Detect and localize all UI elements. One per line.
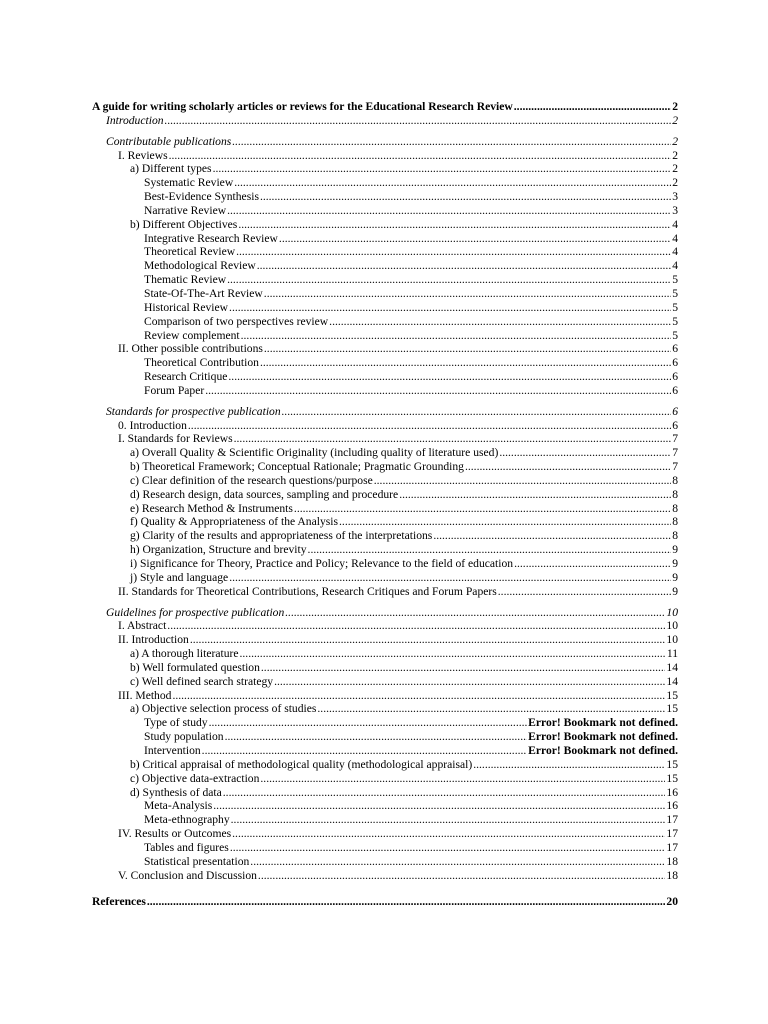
toc-entry[interactable] bbox=[92, 204, 678, 218]
dot-leader bbox=[514, 557, 671, 571]
toc-entry[interactable] bbox=[92, 543, 678, 557]
toc-entry-title: c) Well defined search strategy bbox=[130, 674, 274, 688]
toc-entry[interactable] bbox=[92, 218, 678, 232]
toc-entry[interactable] bbox=[92, 502, 678, 516]
toc-entry-page-number: 2 bbox=[672, 113, 678, 127]
toc-entry[interactable] bbox=[92, 786, 678, 800]
toc-entry-title: I. Abstract bbox=[118, 619, 167, 633]
dot-leader bbox=[225, 730, 528, 744]
dot-leader bbox=[240, 647, 666, 661]
toc-entry-title: References bbox=[92, 895, 146, 909]
dot-leader bbox=[147, 895, 666, 909]
toc-entry-page-number: 15 bbox=[666, 702, 678, 716]
dot-leader bbox=[399, 488, 671, 502]
toc-entry-title: d) Research design, data sources, sampling and procedure bbox=[130, 487, 399, 501]
toc-entry-title: Theoretical Contribution bbox=[144, 356, 259, 370]
dot-leader bbox=[234, 432, 672, 446]
toc-entry-title: Contributable publications bbox=[106, 134, 232, 148]
toc-entry[interactable] bbox=[92, 606, 678, 620]
toc-entry-title: V. Conclusion and Discussion bbox=[118, 868, 257, 882]
toc-entry[interactable] bbox=[92, 370, 678, 384]
toc-entry-title: II. Standards for Theoretical Contributions, Research Critiques and Forum Papers bbox=[118, 584, 497, 598]
toc-entry[interactable] bbox=[92, 329, 678, 343]
toc-entry-page-number: Error! Bookmark not defined. bbox=[528, 716, 678, 730]
toc-entry-title: Thematic Review bbox=[144, 273, 227, 287]
dot-leader bbox=[433, 529, 671, 543]
toc-entry[interactable] bbox=[92, 384, 678, 398]
toc-entry-page-number: 17 bbox=[666, 840, 678, 854]
toc-entry-title: Meta-ethnography bbox=[144, 813, 230, 827]
toc-entry[interactable] bbox=[92, 633, 678, 647]
dot-leader bbox=[213, 162, 672, 176]
toc-entry-page-number: 2 bbox=[672, 162, 678, 176]
toc-entry-title: II. Other possible contributions bbox=[118, 342, 263, 356]
toc-entry[interactable] bbox=[92, 259, 678, 273]
toc-entry-page-number: 6 bbox=[672, 370, 678, 384]
dot-leader bbox=[317, 702, 665, 716]
toc-entry-page-number: 10 bbox=[666, 619, 678, 633]
toc-entry-title: Introduction bbox=[106, 113, 164, 127]
toc-entry-title: Type of study bbox=[144, 716, 208, 730]
toc-entry-page-number: 18 bbox=[666, 868, 678, 882]
toc-entry[interactable] bbox=[92, 232, 678, 246]
toc-entry[interactable] bbox=[92, 529, 678, 543]
toc-entry-title: j) Style and language bbox=[130, 570, 229, 584]
toc-entry-page-number: 6 bbox=[672, 342, 678, 356]
toc-entry-page-number: 3 bbox=[672, 190, 678, 204]
toc-entry-page-number: 10 bbox=[666, 605, 678, 619]
toc-entry-page-number: 6 bbox=[672, 404, 678, 418]
toc-entry-page-number: 5 bbox=[672, 328, 678, 342]
toc-entry-title: Narrative Review bbox=[144, 203, 227, 217]
toc-entry[interactable] bbox=[92, 716, 678, 730]
toc-entry-page-number: 4 bbox=[672, 259, 678, 273]
toc-entry-title: a) Overall Quality & Scientific Originality (including quality of literature used) bbox=[130, 446, 499, 460]
toc-entry-page-number: 7 bbox=[672, 446, 678, 460]
toc-entry-title: d) Synthesis of data bbox=[130, 785, 222, 799]
toc-entry[interactable] bbox=[92, 162, 678, 176]
toc-entry-page-number: Error! Bookmark not defined. bbox=[528, 730, 678, 744]
toc-entry-title: b) Different Objectives bbox=[130, 217, 238, 231]
toc-entry[interactable] bbox=[92, 419, 678, 433]
toc-entry-title: I. Reviews bbox=[118, 148, 168, 162]
dot-leader bbox=[229, 571, 671, 585]
dot-leader bbox=[172, 689, 665, 703]
dot-leader bbox=[279, 232, 671, 246]
toc-entry-title: Statistical presentation bbox=[144, 854, 250, 868]
toc-entry-page-number: 3 bbox=[672, 203, 678, 217]
toc-entry-page-number: 9 bbox=[672, 570, 678, 584]
toc-entry-title: Forum Paper bbox=[144, 383, 205, 397]
toc-entry-page-number: 7 bbox=[672, 460, 678, 474]
dot-leader bbox=[230, 841, 666, 855]
toc-entry[interactable] bbox=[92, 619, 678, 633]
toc-entry-page-number: 15 bbox=[666, 757, 678, 771]
dot-leader bbox=[241, 329, 672, 343]
toc-entry[interactable] bbox=[92, 772, 678, 786]
dot-leader bbox=[260, 772, 665, 786]
dot-leader bbox=[274, 675, 665, 689]
dot-leader bbox=[282, 405, 672, 419]
toc-entry-title: Systematic Review bbox=[144, 176, 234, 190]
toc-entry[interactable] bbox=[92, 149, 678, 163]
dot-leader bbox=[202, 744, 527, 758]
toc-entry[interactable] bbox=[92, 813, 678, 827]
dot-leader bbox=[329, 315, 671, 329]
toc-entry-title: Theoretical Review bbox=[144, 245, 236, 259]
dot-leader bbox=[227, 204, 671, 218]
dot-leader bbox=[236, 245, 671, 259]
toc-entry-page-number: 17 bbox=[666, 827, 678, 841]
toc-entry-page-number: 16 bbox=[666, 799, 678, 813]
toc-entry-title: Best-Evidence Synthesis bbox=[144, 190, 259, 204]
toc-entry-title: Review complement bbox=[144, 328, 240, 342]
dot-leader bbox=[169, 149, 672, 163]
toc-entry[interactable] bbox=[92, 405, 678, 419]
toc-entry[interactable] bbox=[92, 895, 678, 909]
toc-entry-title: III. Method bbox=[118, 688, 172, 702]
toc-entry-page-number: 5 bbox=[672, 314, 678, 328]
dot-leader bbox=[499, 446, 671, 460]
toc-entry-title: A guide for writing scholarly articles or reviews for the Educational Research Review bbox=[92, 100, 513, 113]
dot-leader bbox=[285, 606, 665, 620]
toc-entry-title: h) Organization, Structure and brevity bbox=[130, 543, 307, 557]
toc-entry-page-number: 8 bbox=[672, 515, 678, 529]
toc-entry-page-number: 2 bbox=[672, 134, 678, 148]
toc-entry-page-number: 14 bbox=[666, 674, 678, 688]
toc-entry-title: State-Of-The-Art Review bbox=[144, 286, 263, 300]
dot-leader bbox=[238, 218, 671, 232]
toc-entry[interactable] bbox=[92, 827, 678, 841]
toc-entry-page-number: 11 bbox=[666, 647, 678, 661]
toc-entry-title: f) Quality & Appropriateness of the Analysis bbox=[130, 515, 339, 529]
dot-leader bbox=[234, 176, 671, 190]
dot-leader bbox=[213, 799, 665, 813]
toc-entry-page-number: 15 bbox=[666, 688, 678, 702]
toc-entry[interactable] bbox=[92, 474, 678, 488]
table-of-contents bbox=[92, 100, 678, 909]
toc-entry[interactable] bbox=[92, 675, 678, 689]
dot-leader bbox=[190, 633, 666, 647]
toc-entry-title: Research Critique bbox=[144, 370, 228, 384]
toc-entry-title: 0. Introduction bbox=[118, 418, 187, 432]
toc-entry[interactable] bbox=[92, 557, 678, 571]
toc-entry-title: c) Objective data-extraction bbox=[130, 771, 260, 785]
toc-entry[interactable] bbox=[92, 744, 678, 758]
dot-leader bbox=[308, 543, 672, 557]
dot-leader bbox=[514, 100, 671, 114]
toc-entry-title: g) Clarity of the results and appropriateness of the interpretations bbox=[130, 529, 433, 543]
toc-entry[interactable] bbox=[92, 661, 678, 675]
dot-leader bbox=[264, 342, 671, 356]
dot-leader bbox=[465, 460, 671, 474]
dot-leader bbox=[258, 869, 665, 883]
toc-entry-page-number: 8 bbox=[672, 529, 678, 543]
toc-entry-title: Historical Review bbox=[144, 300, 229, 314]
toc-entry-page-number: 8 bbox=[672, 487, 678, 501]
toc-entry-title: i) Significance for Theory, Practice and Policy; Relevance to the field of education bbox=[130, 557, 514, 570]
toc-entry-title: II. Introduction bbox=[118, 633, 189, 647]
toc-entry-page-number: 4 bbox=[672, 245, 678, 259]
dot-leader bbox=[229, 301, 671, 315]
dot-leader bbox=[374, 474, 671, 488]
toc-entry[interactable] bbox=[92, 315, 678, 329]
toc-entry-page-number: 20 bbox=[666, 895, 678, 909]
toc-entry[interactable] bbox=[92, 100, 678, 114]
toc-entry-page-number: 7 bbox=[672, 432, 678, 446]
toc-entry[interactable] bbox=[92, 190, 678, 204]
toc-entry-page-number: 2 bbox=[672, 148, 678, 162]
dot-leader bbox=[498, 585, 671, 599]
toc-entry-page-number: 2 bbox=[672, 100, 678, 113]
toc-entry[interactable] bbox=[92, 702, 678, 716]
dot-leader bbox=[264, 287, 671, 301]
dot-leader bbox=[167, 619, 665, 633]
dot-leader bbox=[205, 384, 671, 398]
toc-entry-page-number: 2 bbox=[672, 176, 678, 190]
toc-entry[interactable] bbox=[92, 356, 678, 370]
toc-entry-title: Meta-Analysis bbox=[144, 799, 213, 813]
dot-leader bbox=[339, 515, 671, 529]
toc-entry[interactable] bbox=[92, 273, 678, 287]
dot-leader bbox=[260, 190, 671, 204]
toc-entry-title: IV. Results or Outcomes bbox=[118, 827, 232, 841]
dot-leader bbox=[250, 855, 665, 869]
toc-entry-title: I. Standards for Reviews bbox=[118, 432, 233, 446]
toc-entry-title: e) Research Method & Instruments bbox=[130, 501, 293, 515]
toc-entry[interactable] bbox=[92, 571, 678, 585]
toc-entry-title: a) Objective selection process of studies bbox=[130, 702, 317, 716]
toc-entry[interactable] bbox=[92, 647, 678, 661]
toc-entry-title: Methodological Review bbox=[144, 259, 256, 273]
toc-entry[interactable] bbox=[92, 135, 678, 149]
toc-entry[interactable] bbox=[92, 730, 678, 744]
toc-entry-page-number: 4 bbox=[672, 217, 678, 231]
toc-entry[interactable] bbox=[92, 342, 678, 356]
toc-entry-title: b) Theoretical Framework; Conceptual Rationale; Pragmatic Grounding bbox=[130, 460, 464, 474]
toc-entry[interactable] bbox=[92, 245, 678, 259]
toc-entry-page-number: 8 bbox=[672, 473, 678, 487]
toc-entry[interactable] bbox=[92, 114, 678, 128]
dot-leader bbox=[188, 419, 671, 433]
toc-entry-page-number: 18 bbox=[666, 854, 678, 868]
toc-entry[interactable] bbox=[92, 301, 678, 315]
toc-entry-page-number: 5 bbox=[672, 300, 678, 314]
toc-entry-page-number: 9 bbox=[672, 543, 678, 557]
toc-entry-title: Intervention bbox=[144, 743, 201, 757]
toc-entry-title: b) Well formulated question bbox=[130, 660, 260, 674]
toc-entry-page-number: 10 bbox=[666, 633, 678, 647]
toc-entry-page-number: 6 bbox=[672, 418, 678, 432]
dot-leader bbox=[257, 259, 671, 273]
dot-leader bbox=[232, 135, 671, 149]
toc-entry[interactable] bbox=[92, 460, 678, 474]
toc-entry-page-number: 6 bbox=[672, 383, 678, 397]
toc-entry-page-number: 5 bbox=[672, 286, 678, 300]
toc-entry-title: Study population bbox=[144, 730, 224, 744]
toc-entry-page-number: 5 bbox=[672, 273, 678, 287]
toc-entry[interactable] bbox=[92, 758, 678, 772]
toc-entry[interactable] bbox=[92, 585, 678, 599]
toc-entry-page-number: 6 bbox=[672, 356, 678, 370]
toc-entry-page-number: 9 bbox=[672, 557, 678, 570]
toc-entry-title: Standards for prospective publication bbox=[106, 404, 281, 418]
toc-entry-page-number: 8 bbox=[672, 501, 678, 515]
dot-leader bbox=[209, 716, 528, 730]
toc-entry-title: b) Critical appraisal of methodological quality (methodological appraisal) bbox=[130, 757, 473, 771]
toc-entry-title: a) Different types bbox=[130, 162, 212, 176]
dot-leader bbox=[228, 370, 671, 384]
toc-entry[interactable] bbox=[92, 869, 678, 883]
toc-entry-page-number: 15 bbox=[666, 771, 678, 785]
dot-leader bbox=[223, 786, 666, 800]
toc-entry[interactable] bbox=[92, 287, 678, 301]
toc-entry-page-number: 16 bbox=[666, 785, 678, 799]
toc-entry-title: c) Clear definition of the research questions/purpose bbox=[130, 473, 373, 487]
dot-leader bbox=[232, 827, 665, 841]
toc-entry-title: Integrative Research Review bbox=[144, 231, 278, 245]
toc-entry[interactable] bbox=[92, 799, 678, 813]
toc-entry[interactable] bbox=[92, 176, 678, 190]
toc-entry[interactable] bbox=[92, 446, 678, 460]
toc-entry[interactable] bbox=[92, 515, 678, 529]
toc-entry-title: Comparison of two perspectives review bbox=[144, 314, 329, 328]
dot-leader bbox=[261, 661, 666, 675]
toc-entry[interactable] bbox=[92, 432, 678, 446]
dot-leader bbox=[165, 114, 672, 128]
dot-leader bbox=[260, 356, 671, 370]
toc-entry[interactable] bbox=[92, 689, 678, 703]
dot-leader bbox=[227, 273, 671, 287]
toc-entry-page-number: 17 bbox=[666, 813, 678, 827]
toc-entry-title: Tables and figures bbox=[144, 840, 229, 854]
dot-leader bbox=[473, 758, 665, 772]
toc-entry-title: Guidelines for prospective publication bbox=[106, 605, 285, 619]
toc-entry-page-number: Error! Bookmark not defined. bbox=[528, 743, 678, 757]
toc-entry-page-number: 9 bbox=[672, 584, 678, 598]
toc-entry-page-number: 14 bbox=[666, 660, 678, 674]
toc-entry-title: a) A thorough literature bbox=[130, 647, 239, 661]
toc-entry-page-number: 4 bbox=[672, 231, 678, 245]
dot-leader bbox=[294, 502, 671, 516]
toc-entry[interactable] bbox=[92, 841, 678, 855]
dot-leader bbox=[231, 813, 666, 827]
toc-entry[interactable] bbox=[92, 488, 678, 502]
toc-entry[interactable] bbox=[92, 855, 678, 869]
